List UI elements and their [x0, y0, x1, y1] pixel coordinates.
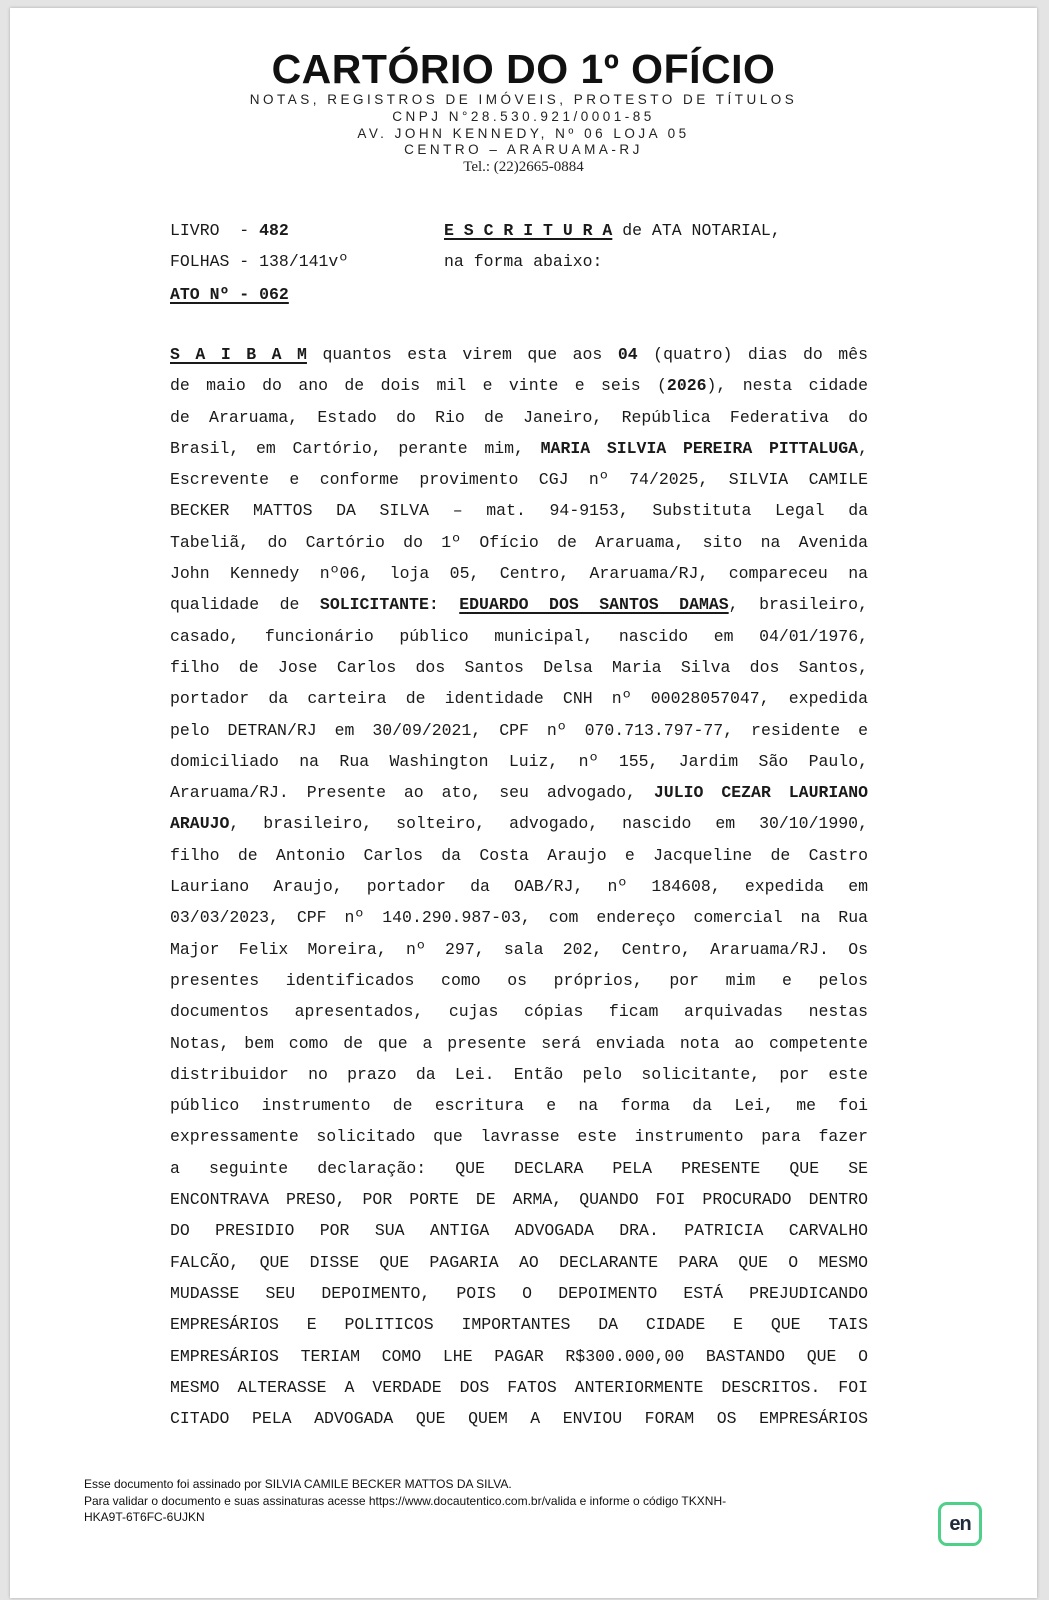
- body-segment: a seguinte declaração: QUE DECLARA PELA PRESENTE QUE SE: [170, 1158, 868, 1178]
- body-segment: portador da carteira de identidade CNH nº 00028057047, expedida: [170, 689, 868, 709]
- body-segment: EMPRESÁRIOS E POLITICOS IMPORTANTES DA CIDADE E QUE TAIS: [170, 1315, 868, 1335]
- document-page: [10, 8, 1037, 1598]
- body-line: [170, 370, 868, 401]
- body-segment: JULIO CEZAR LAURIANO: [653, 783, 868, 803]
- body-segment: casado, funcionário público municipal, nascido em 04/01/1976,: [170, 626, 868, 646]
- body-segment: pelo DETRAN/RJ em 30/09/2021, CPF nº 070.713.797-77, residente e: [170, 720, 868, 740]
- signature-footer: [84, 1476, 844, 1526]
- body-segment: BECKER MATTOS DA SILVA – mat. 94-9153, Substituta Legal da: [170, 501, 868, 521]
- body-segment: MESMO ALTERASSE A VERDADE DOS FATOS ANTERIORMENTE DESCRITOS. FOI: [170, 1377, 868, 1397]
- body-segment: domiciliado na Rua Washington Luiz, nº 155, Jardim São Paulo,: [170, 751, 868, 771]
- body-segment: ), nesta cidade: [706, 376, 868, 396]
- body-segment: filho de Jose Carlos dos Santos Delsa Maria Silva dos Santos,: [170, 657, 868, 677]
- body-line: [170, 589, 868, 620]
- office-city: CENTRO – ARARUAMA-RJ: [404, 142, 643, 157]
- body-line: [170, 1278, 868, 1309]
- body-segment: MUDASSE SEU DEPOIMENTO, POIS O DEPOIMENTO ESTÁ PREJUDICANDO: [170, 1283, 868, 1303]
- body-line: [170, 1028, 868, 1059]
- folhas-line: FOLHAS - 138/141vº: [170, 252, 349, 271]
- body-line: [170, 715, 868, 746]
- body-line: [170, 339, 868, 370]
- body-segment: S A I B A M: [170, 345, 307, 364]
- footer-code: HKA9T-6T6FC-6UJKN: [84, 1510, 205, 1524]
- body-line: [170, 1121, 868, 1152]
- escritura-type: de ATA NOTARIAL,: [612, 221, 781, 240]
- office-services: NOTAS, REGISTROS DE IMÓVEIS, PROTESTO DE TÍTULOS: [249, 92, 798, 107]
- body-line: [170, 934, 868, 965]
- livro-value: 482: [259, 221, 289, 240]
- body-segment: Lauriano Araujo, portador da OAB/RJ, nº 184608, expedida em: [170, 877, 868, 897]
- body-segment: ARAUJO: [170, 814, 230, 834]
- deed-body: [170, 339, 868, 1434]
- body-segment: 2026: [666, 376, 707, 396]
- body-segment: [439, 595, 460, 614]
- escritura-heading: [444, 221, 781, 240]
- body-line: [170, 1247, 868, 1278]
- body-line: [170, 746, 868, 777]
- body-line: [170, 1184, 868, 1215]
- body-line: [170, 683, 868, 714]
- livro-label: LIVRO -: [170, 221, 260, 240]
- body-line: [170, 495, 868, 526]
- body-line: [170, 558, 868, 589]
- body-line: [170, 902, 868, 933]
- body-segment: Brasil, em Cartório, perante mim,: [170, 438, 541, 458]
- body-line: [170, 996, 868, 1027]
- body-segment: Notas, bem como de que a presente será enviada nota ao competente: [170, 1033, 868, 1053]
- body-line: [170, 1090, 868, 1121]
- body-line: [170, 1372, 868, 1403]
- footer-validation: Para validar o documento e suas assinaturas acesse https://www.docautentico.com.br/valida e informe o código TKXNH-: [84, 1493, 727, 1508]
- body-segment: Tabeliã, do Cartório do 1º Ofício de Araruama, sito na Avenida: [170, 532, 868, 552]
- body-segment: presentes identificados como os próprios, por mim e pelos: [170, 970, 868, 990]
- forma-line: na forma abaixo:: [444, 252, 603, 271]
- body-line: [170, 621, 868, 652]
- body-segment: Major Felix Moreira, nº 297, sala 202, Centro, Araruama/RJ. Os: [170, 939, 868, 959]
- body-segment: filho de Antonio Carlos da Costa Araujo e Jacqueline de Castro: [170, 845, 868, 865]
- body-line: [170, 1153, 868, 1184]
- body-segment: Escrevente e conforme provimento CGJ nº 74/2025, SILVIA CAMILE: [170, 470, 868, 490]
- body-segment: 03/03/2023, CPF nº 140.290.987-03, com endereço comercial na Rua: [170, 908, 868, 928]
- body-line: [170, 1215, 868, 1246]
- body-segment: (quatro) dias do mês: [637, 345, 868, 364]
- office-address: AV. JOHN KENNEDY, Nº 06 LOJA 05: [357, 126, 690, 141]
- office-phone: Tel.: (22)2665-0884: [463, 159, 584, 175]
- body-line: [170, 1341, 868, 1372]
- docautentico-logo-icon: en: [938, 1502, 982, 1546]
- body-segment: DO PRESIDIO POR SUA ANTIGA ADVOGADA DRA. PATRICIA CARVALHO: [170, 1221, 868, 1241]
- body-segment: 04: [617, 345, 638, 364]
- body-segment: quantos esta virem que aos: [306, 345, 618, 364]
- body-segment: , brasileiro,: [728, 595, 868, 615]
- body-line: [170, 527, 868, 558]
- body-line: [170, 808, 868, 839]
- body-segment: SOLICITANTE:: [319, 595, 439, 615]
- body-line: [170, 777, 868, 808]
- body-segment: ,: [858, 438, 868, 458]
- body-segment: de Araruama, Estado do Rio de Janeiro, República Federativa do: [170, 407, 868, 427]
- body-segment: MARIA SILVIA PEREIRA PITTALUGA: [540, 438, 859, 458]
- body-segment: EMPRESÁRIOS TERIAM COMO LHE PAGAR R$300.000,00 BASTANDO QUE O: [170, 1346, 868, 1366]
- body-line: [170, 965, 868, 996]
- body-line: [170, 1403, 868, 1434]
- body-segment: FALCÃO, QUE DISSE QUE PAGARIA AO DECLARANTE PARA QUE O MESMO: [170, 1252, 868, 1272]
- body-segment: , brasileiro, solteiro, advogado, nascido em 30/10/1990,: [229, 814, 868, 834]
- body-segment: EDUARDO DOS SANTOS DAMAS: [459, 595, 729, 615]
- body-segment: público instrumento de escritura e na forma da Lei, me foi: [170, 1096, 868, 1116]
- body-segment: expressamente solicitado que lavrasse este instrumento para fazer: [170, 1127, 868, 1147]
- footer-signed-by: Esse documento foi assinado por SILVIA CAMILE BECKER MATTOS DA SILVA.: [84, 1477, 512, 1491]
- body-line: [170, 1059, 868, 1090]
- livro-line: [170, 221, 289, 240]
- body-line: [170, 840, 868, 871]
- body-segment: ENCONTRAVA PRESO, POR PORTE DE ARMA, QUANDO FOI PROCURADO DENTRO: [170, 1190, 868, 1210]
- body-segment: distribuidor no prazo da Lei. Então pelo solicitante, por este: [170, 1064, 868, 1084]
- body-segment: de maio do ano de dois mil e vinte e seis (: [170, 376, 667, 396]
- body-segment: CITADO PELA ADVOGADA QUE QUEM A ENVIOU FORAM OS EMPRESÁRIOS: [170, 1409, 868, 1429]
- body-line: [170, 433, 868, 464]
- body-segment: John Kennedy nº06, loja 05, Centro, Araruama/RJ, compareceu na: [170, 564, 868, 584]
- ato-number: ATO Nº - 062: [170, 285, 289, 304]
- body-line: [170, 652, 868, 683]
- office-title: CARTÓRIO DO 1º OFÍCIO: [271, 46, 776, 92]
- body-line: [170, 1309, 868, 1340]
- body-segment: Araruama/RJ. Presente ao ato, seu advogado,: [170, 783, 654, 803]
- escritura-word: E S C R I T U R A: [444, 221, 613, 240]
- office-cnpj: CNPJ N°28.530.921/0001-85: [392, 109, 655, 124]
- body-segment: qualidade de: [170, 595, 320, 615]
- body-segment: documentos apresentados, cujas cópias ficam arquivadas nestas: [170, 1002, 868, 1022]
- body-line: [170, 871, 868, 902]
- body-line: [170, 402, 868, 433]
- body-line: [170, 464, 868, 495]
